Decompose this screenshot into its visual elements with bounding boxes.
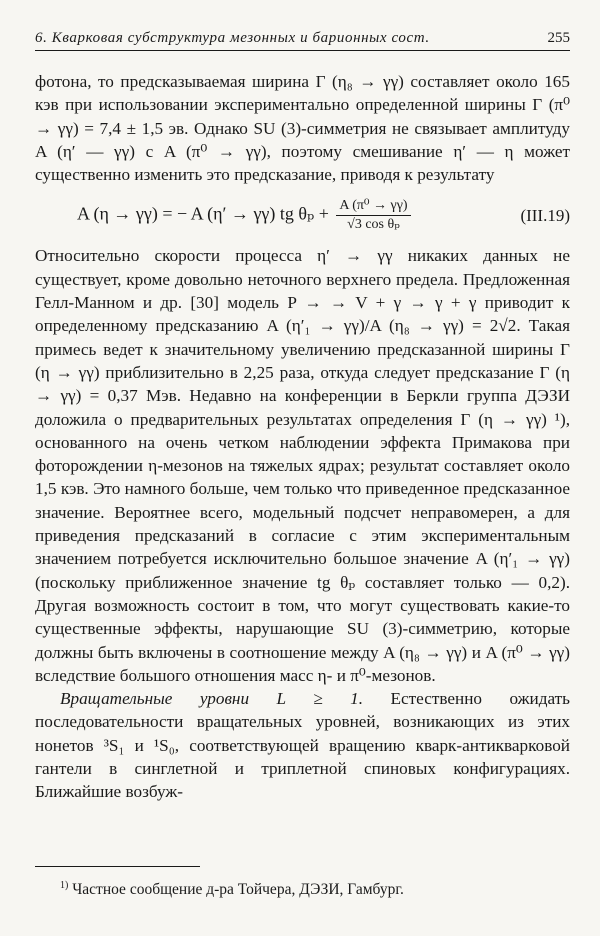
equation-body xyxy=(77,197,414,234)
footnote-text: Частное сообщение д-ра Тойчера, ДЭЗИ, Гамбург. xyxy=(72,881,404,899)
footnote-divider xyxy=(35,866,200,867)
chapter-title: 6. Кварковая субструктура мезонных и барионных сост. xyxy=(35,30,430,46)
running-header xyxy=(35,28,570,51)
equation-label: (III.19) xyxy=(520,205,570,225)
equation-iii-19 xyxy=(35,186,570,244)
equation-numerator: A (π⁰ → γγ) xyxy=(336,197,410,216)
equation-denominator: √3 cos θₚ xyxy=(347,216,400,232)
paragraph-2: Относительно скорости процесса η′ → γγ никаких данных не существует, кроме довольно неточного верхнего предела. Предложенная Гелл-Манном и др. [30] модель P → → V + γ → γ + γ приводит к определенному предсказанию A (η′₁ → γγ)/A (η₈ → γγ) = 2√2. Такая примесь ведет к значительному увеличению предсказанной ширины Γ (η → γγ) приблизительно в 2,25 раза, откуда следует предсказание Γ (η → γγ) = 0,37 Мэв. Недавно на конференции в Беркли группа ДЭЗИ доложила о предварительных результатах определения Γ (η → γγ) ¹), основанного на очень четком наблюдении эффекта Примакова при фоторождении η-мезонов на тяжелых ядрах; результат составляет около 1,5 кэв. Это намного больше, чем только что приведенное предсказанное значение. Вероятнее всего, модельный подсчет неправомерен, а для приведения предсказаний в согласие с этим экспериментальным значением потребуется исключительно большое значение A (η′₁ → γγ) (поскольку приближенное значение tg θₚ составляет только — 0,2). Другая возможность состоит в том, что могут существовать какие-то существенные эффекты, нарушающие SU (3)-симметрию, которые должны быть включены в соотношение между A (η₈ → γγ) и A (π⁰ → γγ) вследствие большого отношения масс η- и π⁰-мезонов. xyxy=(35,246,570,685)
paragraph-3-body: Естественно ожидать последовательности вращательных уровней, возникающих из этих нонетов ³S₁ и ¹S₀, соответствующей вращению кварк-антикварковой гантели в синглетной и триплетной спиновых конфигурациях. Ближайшие возбуж- xyxy=(35,689,570,802)
equation-fraction xyxy=(336,197,410,234)
main-text xyxy=(35,70,570,804)
equation-lhs: A (η → γγ) = − A (η′ → γγ) tg θₚ + xyxy=(77,203,329,224)
section-heading: Вращательные уровни L ≥ 1. xyxy=(60,689,364,709)
footnote xyxy=(60,876,570,900)
page-number: 255 xyxy=(547,30,570,46)
footnote-marker: 1) xyxy=(60,880,69,891)
paragraph-3 xyxy=(35,687,570,803)
paragraph-1: фотона, то предсказываемая ширина Γ (η₈ → γγ) составляет около 165 кэв при использовании экспериментально определенной ширины Γ (π⁰ → γγ) = 7,4 ± 1,5 эв. Однако SU (3)-симметрия не связывает амплитуду A (η′ — γγ) с A (π⁰ → γγ), поэтому смешивание η′ — η может существенно изменить это предсказание, приводя к результату xyxy=(35,72,570,185)
